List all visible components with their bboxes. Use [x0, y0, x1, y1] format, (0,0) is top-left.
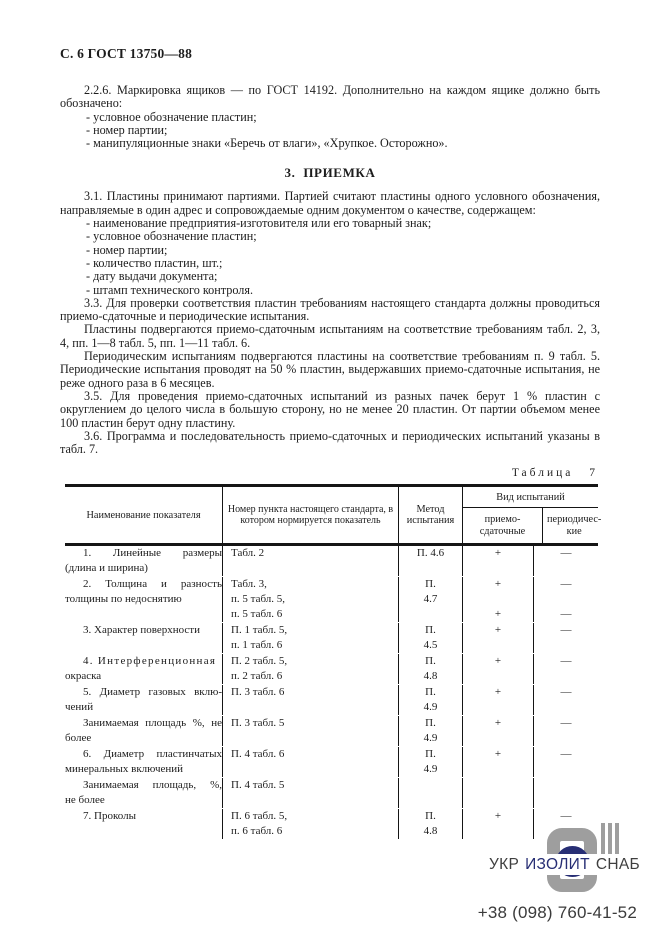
list-item: - количество пластин, шт.;: [86, 255, 223, 270]
batch-document-list: [60, 217, 600, 297]
page-header: С. 6 ГОСТ 13750—88: [60, 46, 193, 61]
list-item: - номер партии;: [86, 242, 168, 257]
logo-text-ukr: УКР: [488, 855, 520, 873]
logo-text: [408, 854, 640, 875]
paragraph-3-3: 3.3. Для проверки соответствия пластин требованиям настоящего стандарта должны проводиться приемо-сдаточные и периодические испытания.: [60, 295, 600, 324]
table-row: Занимаемая площадь %, не более П. 3 табл. 5 П. 4.9 + —: [65, 716, 598, 747]
paragraph-3-6: 3.6. Программа и последовательность приемо-сдаточных и периодических испытаний указаны в табл. 7.: [60, 428, 600, 457]
table-header: [65, 484, 602, 546]
paragraph-3-5: 3.5. Для проведения приемо-сдаточных испытаний из разных пачек берут 1 % пластин с округлением до целого числа в большую сторону, но не менее 20 пластин. От партии объемом менее 100 пластин берут одну пластину.: [60, 388, 600, 430]
page-content: [60, 0, 600, 840]
table-7: [65, 484, 602, 840]
table-row: 1. Линейные размеры (длина и ширина) Табл. 2 П. 4.6 + —: [65, 546, 598, 577]
col-header-clause: Номер пункта настоящего стандарта, в котором нормируется показатель: [222, 487, 398, 543]
paragraph-3-3-acceptance: Пластины подвергаются приемо-сдаточным испытаниям на соответствие требованиям табл. 2, 3, 4, пп. 1—8 табл. 5, пп. 1—11 табл. 6.: [60, 322, 600, 350]
paragraph-3-3-periodic: Периодическим испытаниям подвергаются пластины на соответствие требованиям п. 9 табл. 5. Периодические испытания проводят на 50 % пластин, выдержавших приемо-сдаточные испытания, не реже одного раза в 6 месяцев.: [60, 349, 600, 390]
list-item: - дату выдачи документа;: [86, 269, 218, 284]
list-item: - условное обозначение пластин;: [86, 229, 257, 244]
list-item: - манипуляционные знаки «Беречь от влаги», «Хрупкое. Осторожно».: [86, 136, 448, 151]
marking-list: [60, 111, 600, 151]
table-body: [65, 546, 598, 840]
list-item: - номер партии;: [86, 122, 168, 137]
col-header-test-kind-group: [462, 487, 602, 543]
logo-text-izolit: ИЗОЛИТ: [525, 855, 590, 873]
table-row: 4. Интерференционная окраска П. 2 табл. 5, п. 2 табл. 6 П. 4.8 + —: [65, 654, 598, 685]
col-header-periodic: периодичес-кие: [542, 508, 605, 543]
table-row: 7. Проколы П. 6 табл. 5, п. 6 табл. 6 П. 4.8 + —: [65, 809, 598, 840]
logo-text-snab: СНАБ: [595, 855, 640, 873]
section-heading: 3. ПРИЕМКА: [284, 165, 376, 181]
col-header-name: Наименование показателя: [86, 509, 201, 521]
paragraph-3-1: 3.1. Пластины принимают партиями. Партией считают пластины одного условного обозначения, направляемые в один адрес и сопровождаемые одним документом о качестве, содержащем:: [60, 189, 600, 217]
col-header-method: Метод испытания: [398, 487, 462, 543]
table-row: 5. Диаметр газовых вклю- чений П. 3 табл. 6 П. 4.9 + —: [65, 685, 598, 716]
table-caption: Таблица 7: [511, 467, 598, 480]
table-row: 2. Толщина и разность толщины по недоснятию Табл. 3, п. 5 табл. 5, п. 5 табл. 6 П. 4.7 + + — —: [65, 577, 598, 623]
watermark: [0, 820, 661, 936]
paragraph-2-2-6: 2.2.6. Маркировка ящиков — по ГОСТ 14192. Дополнительно на каждом ящике должно быть обозначено:: [60, 83, 600, 111]
table-row: 6. Диаметр пластинчатых минеральных включений П. 4 табл. 6 П. 4.9 + —: [65, 747, 598, 778]
col-header-test-kind: Вид испытаний: [463, 487, 598, 508]
list-item: - условное обозначение пластин;: [86, 109, 257, 124]
col-header-acceptance: приемо-сдаточные: [479, 514, 526, 537]
table-row: Занимаемая площадь, %, не более П. 4 табл. 5: [65, 778, 598, 809]
list-item: - наименование предприятия-изготовителя или его товарный знак;: [86, 216, 432, 231]
table-row: 3. Характер поверхности П. 1 табл. 5, п. 1 табл. 6 П. 4.5 + —: [65, 623, 598, 654]
phone-number: +38 (098) 760-41-52: [477, 903, 637, 922]
list-item: - штамп технического контроля.: [86, 282, 254, 297]
